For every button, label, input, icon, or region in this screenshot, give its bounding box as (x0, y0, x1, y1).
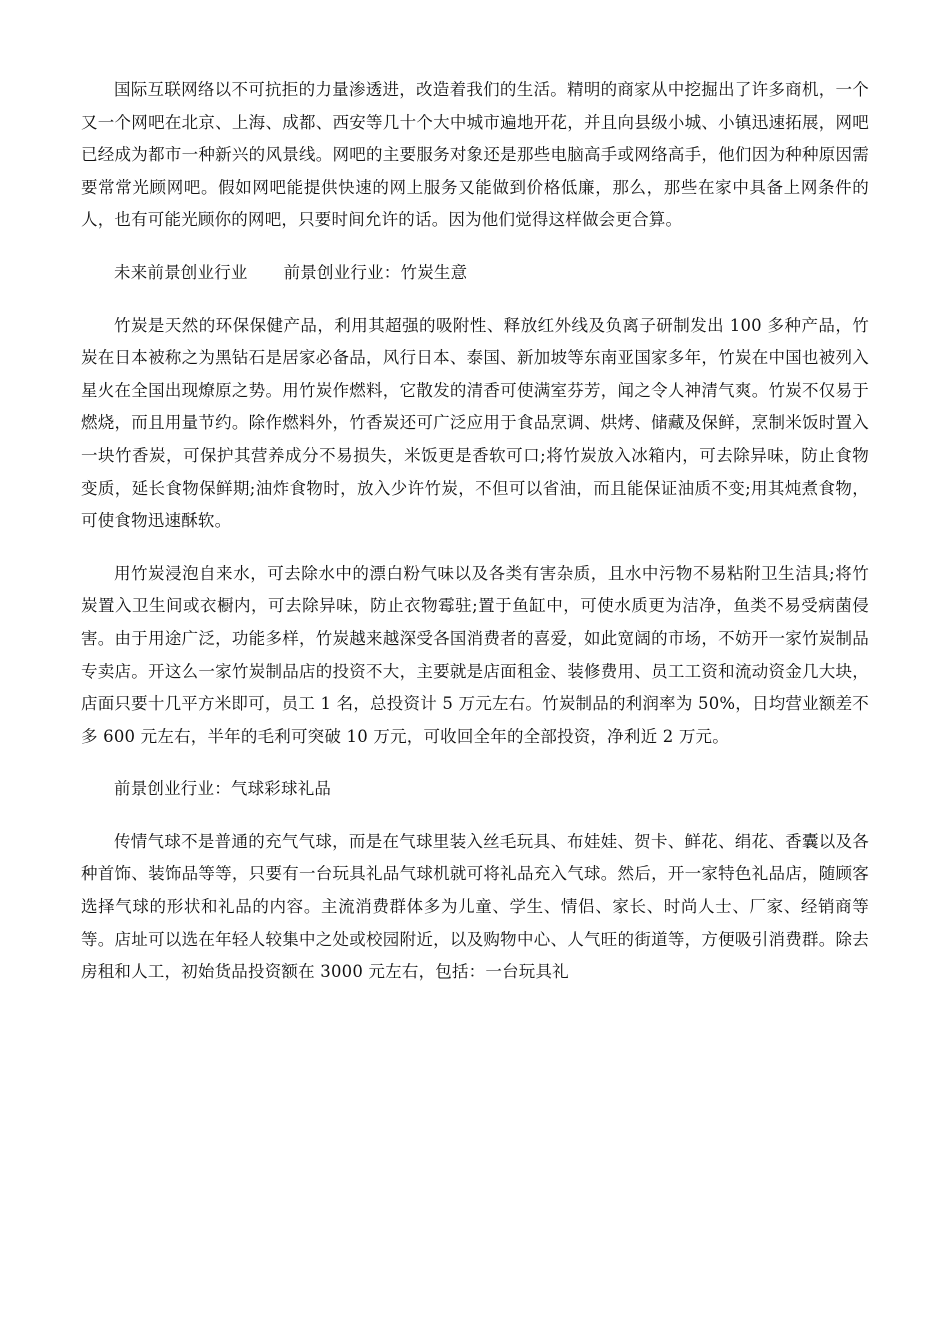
heading-part-bamboo-business: 前景创业行业：竹炭生意 (283, 262, 468, 282)
document-page (81, 74, 869, 1009)
paragraph-internet-cafe: 国际互联网络以不可抗拒的力量渗透进，改造着我们的生活。精明的商家从中挖掘出了许多商机，一个又一个网吧在北京、上海、成都、西安等几十个大中城市遍地开花，并且向县级小城、小镇迅速拓展，网吧已经成为都市一种新兴的风景线。网吧的主要服务对象还是那些电脑高手或网络高手，他们因为种种原因需要常常光顾网吧。假如网吧能提供快速的网上服务又能做到价格低廉，那么，那些在家中具备上网条件的人，也有可能光顾你的网吧，只要时间允许的话。因为他们觉得这样做会更合算。 (81, 80, 869, 230)
paragraph-bamboo-charcoal-investment: 用竹炭浸泡自来水，可去除水中的漂白粉气味以及各类有害杂质，且水中污物不易粘附卫生洁具;将竹炭置入卫生间或衣橱内，可去除异味，防止衣物霉驻;置于鱼缸中，可使水质更为洁净，鱼类不易受病菌侵害。由于用途广泛，功能多样，竹炭越来越深受各国消费者的喜爱，如此宽阔的市场，不妨开一家竹炭制品专卖店。开这么一家竹炭制品店的投资不大，主要就是店面租金、装修费用、员工工资和流动资金几大块，店面只要十几平方米即可，员工 1 名，总投资计 5 万元左右。竹炭制品的利润率为 50%，日均营业额差不多 600 元左右，半年的毛利可突破 10 万元，可收回全年的全部投资，净利近 2 万元。 (81, 563, 869, 746)
paragraph-bamboo-charcoal-intro: 竹炭是天然的环保保健产品，利用其超强的吸附性、释放红外线及负离子研制发出 100 多种产品，竹炭在日本被称之为黑钻石是居家必备品，风行日本、泰国、新加坡等东南亚国家多年，竹炭在中国也被列入星火在全国出现燎原之势。用竹炭作燃料，它散发的清香可使满室芬芳，闻之令人神清气爽。竹炭不仅易于燃烧，而且用量节约。除作燃料外，竹香炭还可广泛应用于食品烹调、烘烤、储藏及保鲜，烹制米饭时置入一块竹香炭，可保护其营养成分不易损失，米饭更是香软可口;将竹炭放入冰箱内，可去除异味，防止食物变质，延长食物保鲜期;油炸食物时，放入少许竹炭，不但可以省油，而且能保证油质不变;用其炖煮食物，可使食物迅速酥软。 (81, 315, 869, 531)
paragraph-balloon-gifts: 传情气球不是普通的充气气球，而是在气球里装入丝毛玩具、布娃娃、贺卡、鲜花、绢花、香囊以及各种首饰、装饰品等等，只要有一台玩具礼品气球机就可将礼品充入气球。然后，开一家特色礼品店，随顾客选择气球的形状和礼品的内容。主流消费群体多为儿童、学生、情侣、家长、时尚人士、厂家、经销商等等。店址可以选在年轻人较集中之处或校园附近，以及购物中心、人气旺的街道等，方便吸引消费群。除去房租和人工，初始货品投资额在 3000 元左右，包括：一台玩具礼 (81, 831, 869, 982)
heading-part-future-industry: 未来前景创业行业 (114, 262, 248, 282)
section-heading-balloon-gifts: 前景创业行业：气球彩球礼品 (114, 779, 332, 799)
section-heading-bamboo-charcoal (81, 257, 869, 290)
